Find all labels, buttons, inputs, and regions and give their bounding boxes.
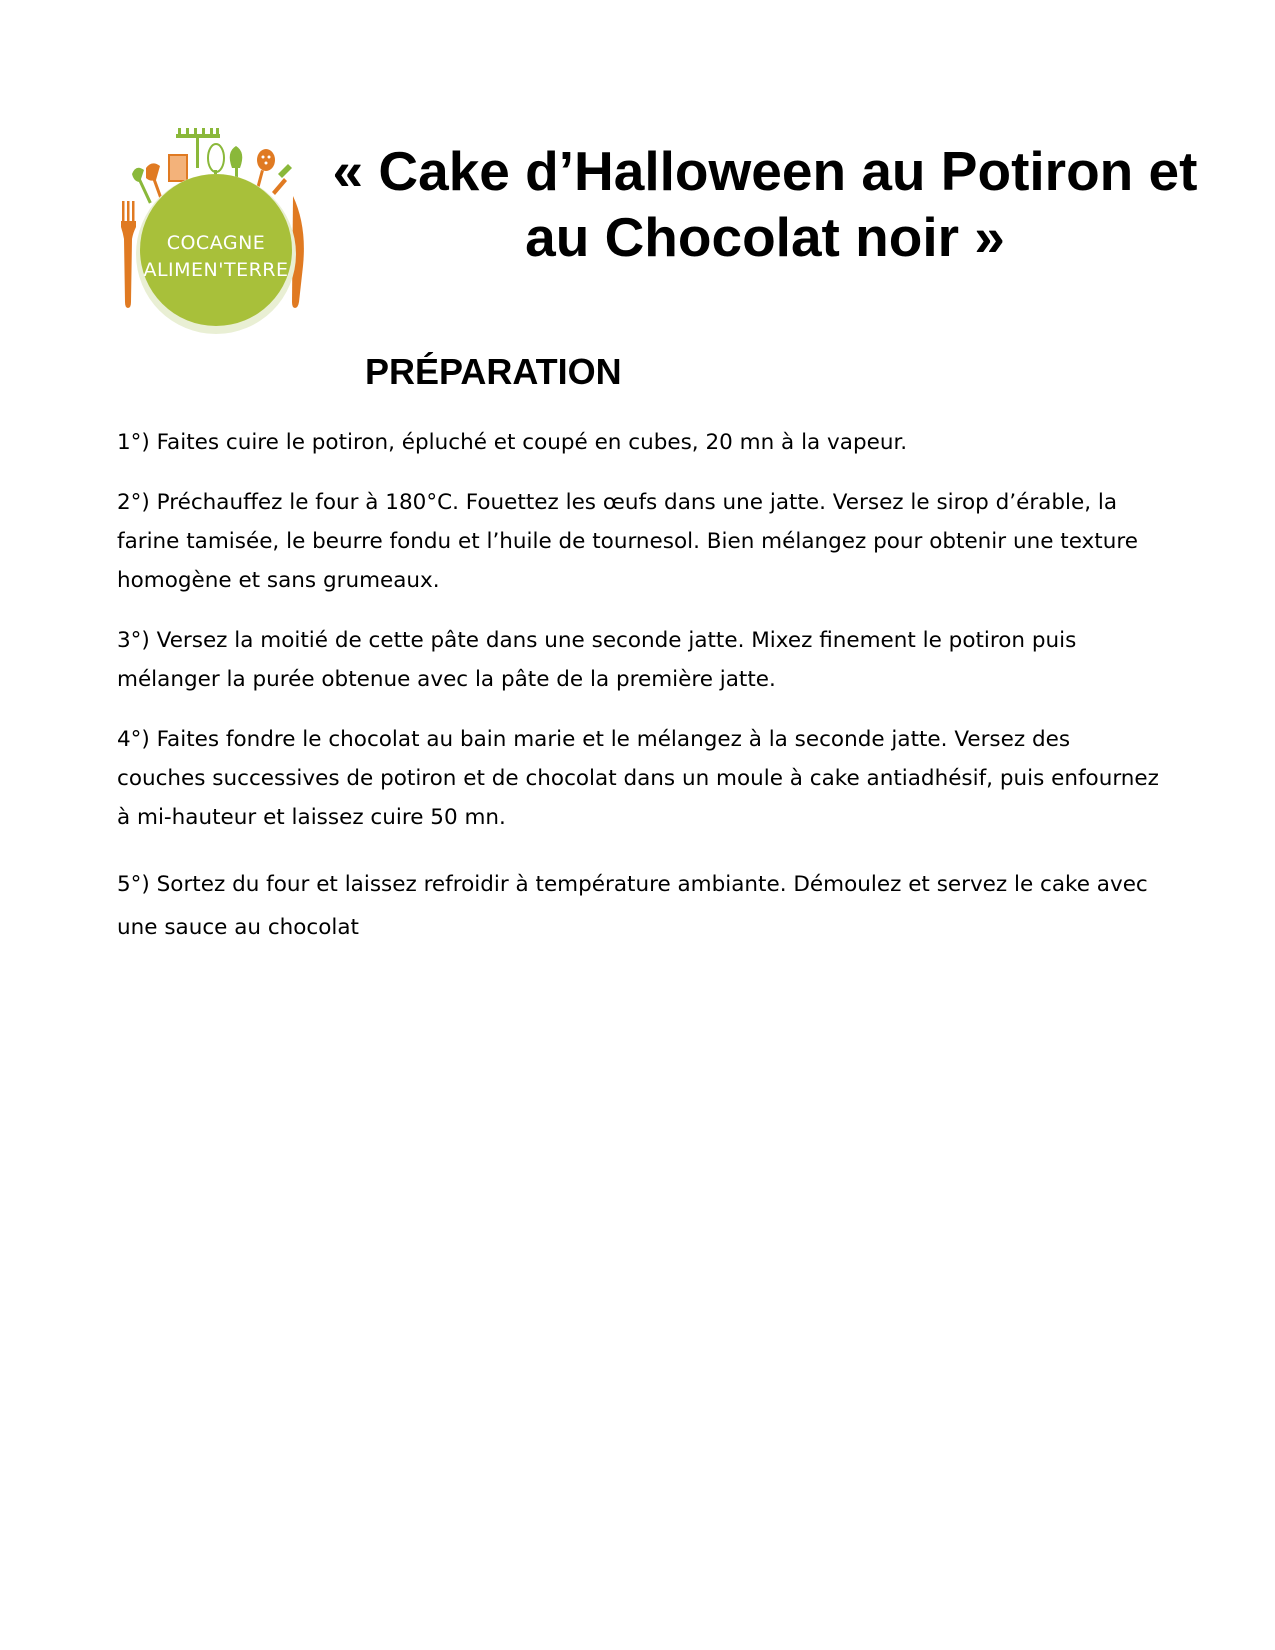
logo-text-line1: COCAGNE bbox=[166, 232, 266, 254]
cocagne-logo bbox=[118, 126, 314, 334]
logo-text-line2: ALIMEN'TERRE bbox=[143, 259, 289, 281]
section-heading: PRÉPARATION bbox=[365, 351, 622, 392]
step-2: 2°) Préchauffez le four à 180°C. Fouettez les œufs dans une jatte. Versez le sirop d’érable, la farine tamisée, le beurre fondu et l’huile de tournesol. Bien mélangez pour obtenir une texture homogène et sans grumeaux. bbox=[117, 490, 1138, 593]
step-1: 1°) Faites cuire le potiron, épluché et coupé en cubes, 20 mn à la vapeur. bbox=[117, 430, 908, 455]
step-5: 5°) Sortez du four et laissez refroidir à température ambiante. Démoulez et servez le cake avec une sauce au chocolat bbox=[117, 872, 1148, 940]
recipe-title: « Cake d’Halloween au Potiron et au Chocolat noir » bbox=[332, 140, 1198, 268]
preparation-steps bbox=[117, 423, 1162, 949]
step-4: 4°) Faites fondre le chocolat au bain marie et le mélangez à la seconde jatte. Versez des couches successives de potiron et de chocolat dans un moule à cake antiadhésif, puis enfournez à mi-hauteur et laissez cuire 50 mn. bbox=[117, 727, 1159, 830]
step-3: 3°) Versez la moitié de cette pâte dans une seconde jatte. Mixez finement le potiron puis mélanger la purée obtenue avec la pâte de la première jatte. bbox=[117, 628, 1077, 692]
